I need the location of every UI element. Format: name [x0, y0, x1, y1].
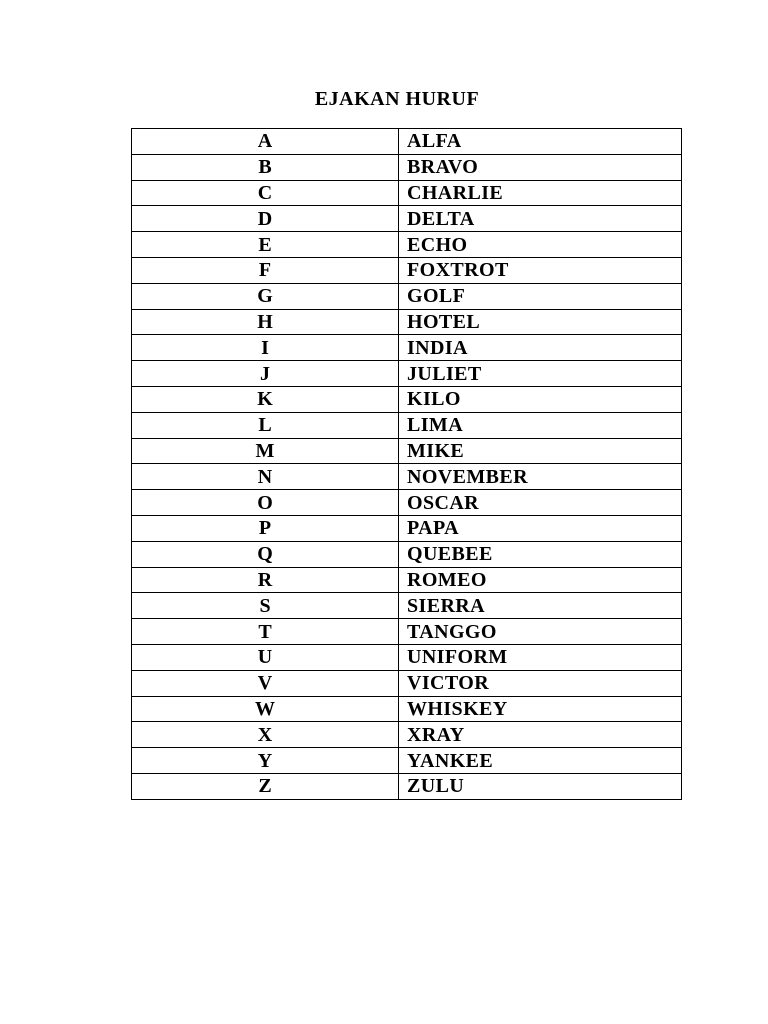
spelling-word-cell: ECHO — [399, 232, 682, 258]
letter-cell: D — [132, 206, 399, 232]
spelling-word-cell: JULIET — [399, 361, 682, 387]
letter-cell: I — [132, 335, 399, 361]
table-row — [132, 593, 682, 619]
table-row — [132, 438, 682, 464]
letter-cell: Y — [132, 748, 399, 774]
letter-cell: B — [132, 154, 399, 180]
table-row — [132, 696, 682, 722]
spelling-word-cell: BRAVO — [399, 154, 682, 180]
table-row — [132, 154, 682, 180]
spelling-word-cell: ZULU — [399, 773, 682, 799]
letter-cell: Z — [132, 773, 399, 799]
spelling-word-cell: YANKEE — [399, 748, 682, 774]
table-row — [132, 257, 682, 283]
letter-cell: F — [132, 257, 399, 283]
spelling-word-cell: NOVEMBER — [399, 464, 682, 490]
spelling-word-cell: VICTOR — [399, 670, 682, 696]
letter-cell: C — [132, 180, 399, 206]
spelling-table — [131, 128, 682, 800]
spelling-word-cell: TANGGO — [399, 619, 682, 645]
spelling-word-cell: ROMEO — [399, 567, 682, 593]
table-row — [132, 309, 682, 335]
letter-cell: S — [132, 593, 399, 619]
spelling-word-cell: CHARLIE — [399, 180, 682, 206]
table-row — [132, 283, 682, 309]
spelling-word-cell: GOLF — [399, 283, 682, 309]
table-row — [132, 361, 682, 387]
spelling-word-cell: LIMA — [399, 412, 682, 438]
table-row — [132, 464, 682, 490]
table-row — [132, 206, 682, 232]
table-row — [132, 541, 682, 567]
table-row — [132, 335, 682, 361]
table-row — [132, 180, 682, 206]
letter-cell: Q — [132, 541, 399, 567]
letter-cell: O — [132, 490, 399, 516]
spelling-word-cell: MIKE — [399, 438, 682, 464]
letter-cell: G — [132, 283, 399, 309]
table-row — [132, 129, 682, 155]
letter-cell: V — [132, 670, 399, 696]
spelling-word-cell: PAPA — [399, 515, 682, 541]
spelling-word-cell: INDIA — [399, 335, 682, 361]
letter-cell: N — [132, 464, 399, 490]
document-title: EJAKAN HURUF — [314, 88, 480, 110]
table-row — [132, 644, 682, 670]
table-row — [132, 619, 682, 645]
table-row — [132, 490, 682, 516]
table-row — [132, 670, 682, 696]
letter-cell: K — [132, 386, 399, 412]
letter-cell: W — [132, 696, 399, 722]
letter-cell: E — [132, 232, 399, 258]
table-row — [132, 386, 682, 412]
letter-cell: J — [132, 361, 399, 387]
letter-cell: H — [132, 309, 399, 335]
spelling-word-cell: SIERRA — [399, 593, 682, 619]
spelling-table-body — [132, 129, 682, 800]
table-row — [132, 515, 682, 541]
spelling-word-cell: HOTEL — [399, 309, 682, 335]
letter-cell: L — [132, 412, 399, 438]
letter-cell: R — [132, 567, 399, 593]
spelling-word-cell: FOXTROT — [399, 257, 682, 283]
table-row — [132, 722, 682, 748]
spelling-word-cell: DELTA — [399, 206, 682, 232]
table-row — [132, 748, 682, 774]
table-row — [132, 412, 682, 438]
letter-cell: X — [132, 722, 399, 748]
spelling-word-cell: QUEBEE — [399, 541, 682, 567]
spelling-word-cell: OSCAR — [399, 490, 682, 516]
table-row — [132, 567, 682, 593]
table-row — [132, 232, 682, 258]
table-row — [132, 773, 682, 799]
spelling-word-cell: XRAY — [399, 722, 682, 748]
spelling-word-cell: ALFA — [399, 129, 682, 155]
letter-cell: T — [132, 619, 399, 645]
spelling-word-cell: WHISKEY — [399, 696, 682, 722]
letter-cell: A — [132, 129, 399, 155]
letter-cell: M — [132, 438, 399, 464]
letter-cell: U — [132, 644, 399, 670]
spelling-word-cell: KILO — [399, 386, 682, 412]
spelling-word-cell: UNIFORM — [399, 644, 682, 670]
letter-cell: P — [132, 515, 399, 541]
